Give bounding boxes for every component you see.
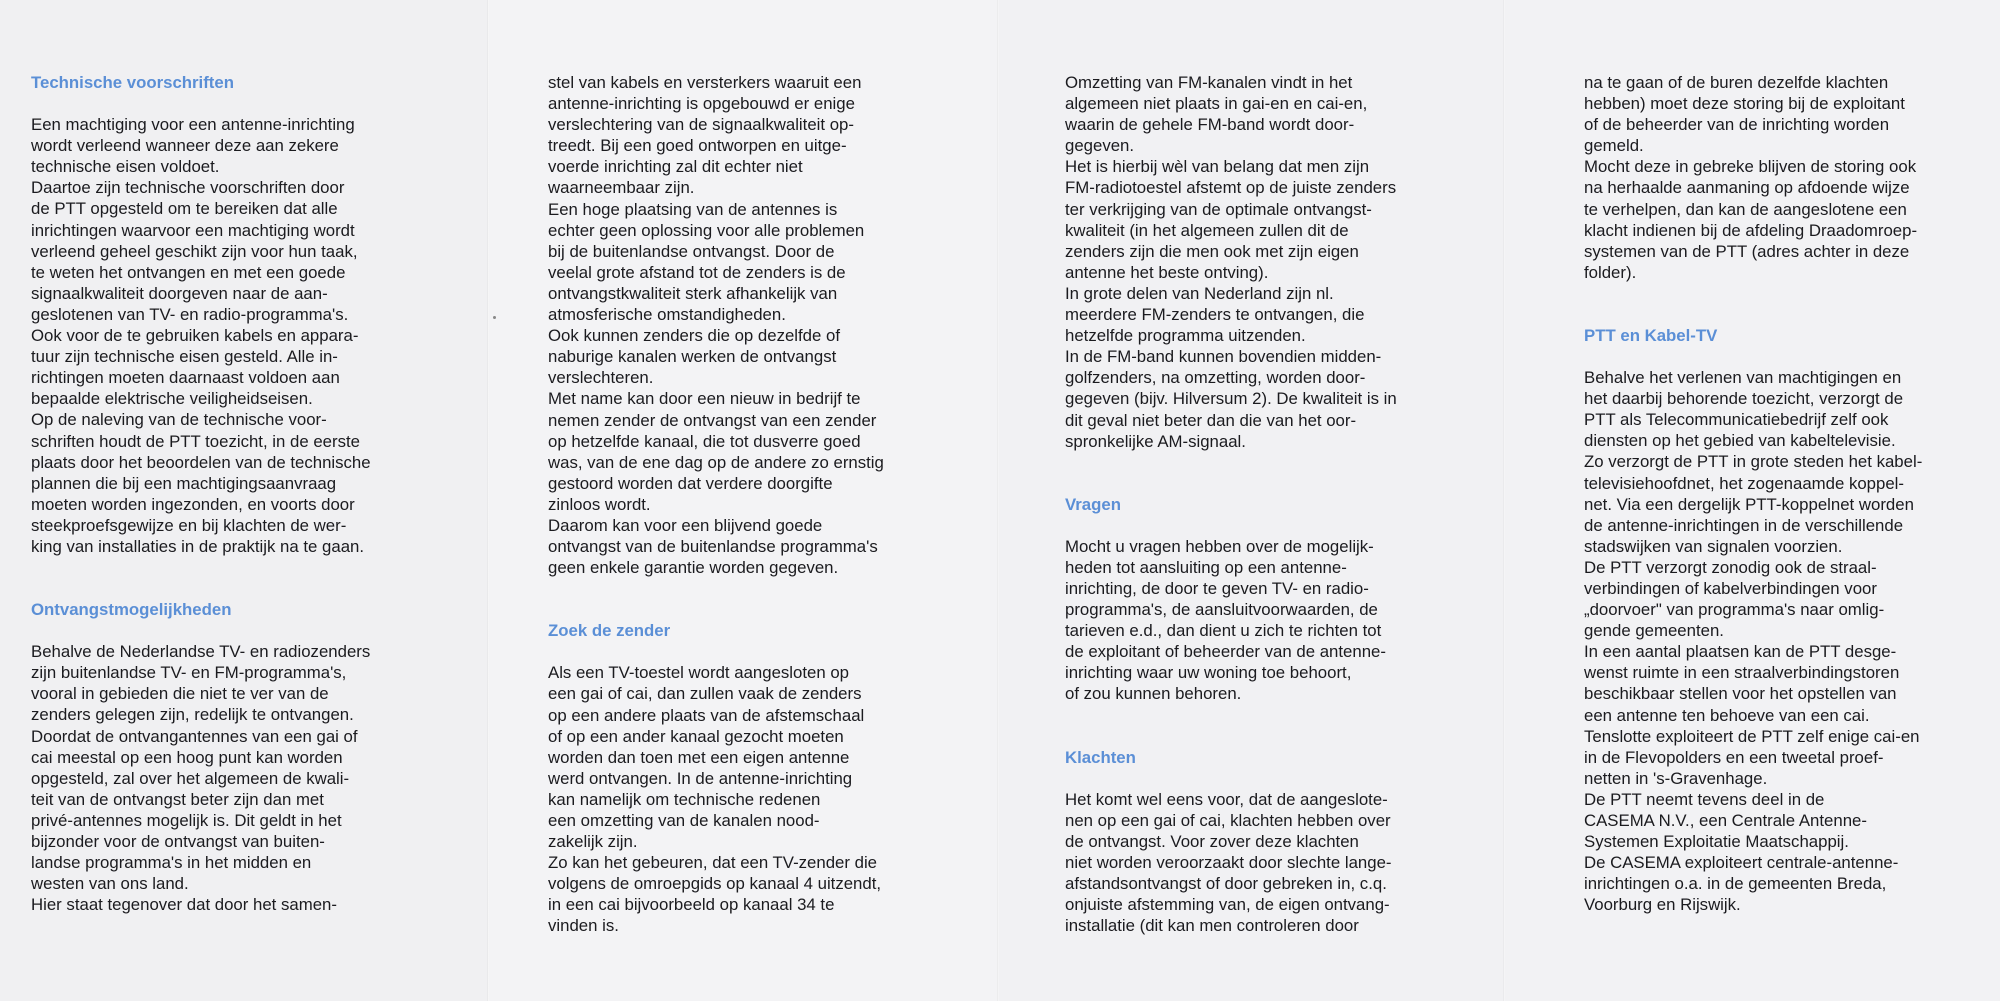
body-zoek-de-zender: Als een TV-toestel wordt aangesloten op een gai of cai, dan zullen vaak de zenders op een andere plaats van de afstemschaal of op een ander kanaal gezocht moeten worden dan toen met een eigen antenne werd ontvangen. In de antenne-inrichting kan namelijk om technische redenen een omzetting van de kanalen nood- zakelijk zijn. Zo kan het gebeuren, dat een TV-zender die volgens de omroepgids op kanaal 4 uitzendt, in een cai bijvoorbeeld op kanaal 34 te vinden is. — [548, 663, 882, 936]
body-ontvangstmogelijkheden: Behalve de Nederlandse TV- en radiozenders zijn buitenlandse TV- en FM-programma's, vooral in gebieden die niet te ver van de zenders gelegen zijn, redelijk te ontvangen. Doordat de ontvangantennes van een gai of cai meestal op een hoog punt kan worden opgesteld, zal over het algemeen de kwali- teit van de ontvangst beter zijn dan met privé-antennes mogelijk is. Dit geldt in het bijzonder voor de ontvangst van buiten- landse programma's in het midden en westen van ons land. Hier staat tegenover dat door het samen- — [31, 642, 371, 915]
heading-vragen: Vragen — [1065, 494, 1121, 514]
heading-klachten: Klachten — [1065, 747, 1136, 767]
fold-line — [487, 0, 489, 1001]
column-2 — [548, 72, 928, 937]
body-klachten: Het komt wel eens voor, dat de aangeslote- nen op een gai of cai, klachten hebben over de ontvangst. Voor zover deze klachten niet worden veroorzaakt door slechte lange- afstandsontvangst of door gebreken in, c.q. onjuiste afstemming van, de eigen ontvang- installatie (dit kan men controleren door — [1065, 789, 1392, 936]
column-3 — [1065, 72, 1445, 936]
fold-line — [997, 0, 999, 1001]
column-1 — [31, 72, 421, 915]
heading-zoek-de-zender: Zoek de zender — [548, 621, 671, 641]
paper-speck — [493, 316, 496, 319]
body-continuation-ontvangst: stel van kabels en versterkers waaruit een antenne-inrichting is opgebouwd er enige verslechtering van de signaalkwaliteit op- treedt. Bij een goed ontworpen en uitge- voerde inrichting zal dit echter niet waarneembaar zijn. Een hoge plaatsing van de antennes is echter geen oplossing voor alle problemen bij de buitenlandse ontvangst. Door de veelal grote afstand tot de zenders is de ontvangstkwaliteit sterk afhankelijk van atmosferische omstandigheden. Ook kunnen zenders die op dezelfde of naburige kanalen werken de ontvangst verslechteren. Met name kan door een nieuw in bedrijf te nemen zender de ontvangst van een zender op hetzelfde kanaal, die tot dusverre goed was, van de ene dag op de andere zo ernstig gestoord worden dat verdere doorgifte zinloos wordt. Daarom kan voor een blijvend goede ontvangst van de buitenlandse programma's geen enkele garantie worden gegeven. — [548, 73, 884, 578]
body-vragen: Mocht u vragen hebben over de mogelijk- heden tot aansluiting op een antenne- inrichting, de door te geven TV- en radio- programma's, de aansluitvoorwaarden, de tarieven e.d., dan dient u zich te richten tot de exploitant of beheerder van de antenne- inrichting waar uw woning toe behoort, of zou kunnen behoren. — [1065, 536, 1386, 704]
fold-line — [1503, 0, 1505, 1001]
body-technische-voorschriften: Een machtiging voor een antenne-inrichting wordt verleend wanneer deze aan zekere technische eisen voldoet. Daartoe zijn technische voorschriften door de PTT opgesteld om te bereiken dat alle inrichtingen waarvoor een machtiging wordt verleend geheel geschikt zijn voor hun taak, te weten het ontvangen en met een goede signaalkwaliteit doorgeven naar de aan- geslotenen van TV- en radio-programma's. Ook voor de te gebruiken kabels en appara- tuur zijn technische eisen gesteld. Alle in- richtingen moeten daarnaast voldoen aan bepaalde elektrische veiligheidseisen. Op de naleving van de technische voor- schriften houdt de PTT toezicht, in de eerste plaats door het beoordelen van de technische plannen die bij een machtigingsaanvraag moeten worden ingezonden, en voorts door steekproefsgewijze en bij klachten de wer- king van installaties in de praktijk na te gaan. — [31, 115, 371, 556]
body-ptt-en-kabel-tv: Behalve het verlenen van machtigingen en het daarbij behorende toezicht, verzorgt de PTT als Telecommunicatiebedrijf zelf ook diensten op het gebied van kabeltelevisie. Zo verzorgt de PTT in grote steden het kabel- televisiehoofdnet, het zogenaamde koppel- net. Via een dergelijk PTT-koppelnet worden de antenne-inrichtingen in de verschillende stadswijken van signalen voorzien. De PTT verzorgt zonodig ook de straal- verbindingen of kabelverbindingen voor „doorvoer" van programma's naar omlig- gende gemeenten. In een aantal plaatsen kan de PTT desge- wenst ruimte in een straalverbindingstoren beschikbaar stellen voor het opstellen van een antenne ten behoeve van een cai. Tenslotte exploiteert de PTT zelf enige cai-en in de Flevopolders en een tweetal proef- netten in 's-Gravenhage. De PTT neemt tevens deel in de CASEMA N.V., een Centrale Antenne- Systemen Exploitatie Maatschappij. De CASEMA exploiteert centrale-antenne- inrichtingen o.a. in de gemeenten Breda, Voorburg en Rijswijk. — [1584, 368, 1923, 915]
body-fm-omzetting: Omzetting van FM-kanalen vindt in het algemeen niet plaats in gai-en en cai-en, waarin de gehele FM-band wordt door- gegeven. Het is hierbij wèl van belang dat men zijn FM-radiotoestel afstemt op de juiste zenders ter verkrijging van de optimale ontvangst- kwaliteit (in het algemeen zullen dit de zenders zijn die men ook met zijn eigen antenne het beste ontving). In grote delen van Nederland zijn nl. meerdere FM-zenders te ontvangen, die hetzelfde programma uitzenden. In de FM-band kunnen bovendien midden- golfzenders, na omzetting, worden door- gegeven (bijv. Hilversum 2). De kwaliteit is in dit geval niet beter dan die van het oor- spronkelijke AM-signaal. — [1065, 73, 1397, 451]
body-klachten-continuation: na te gaan of de buren dezelfde klachten hebben) moet deze storing bij de exploitant of de beheerder van de inrichting worden gemeld. Mocht deze in gebreke blijven de storing ook na herhaalde aanmaning op afdoende wijze te verhelpen, dan kan de aangeslotene een klacht indienen bij de afdeling Draadomroep- systemen van de PTT (adres achter in deze folder). — [1584, 73, 1918, 282]
heading-ontvangstmogelijkheden: Ontvangstmogelijkheden — [31, 600, 232, 620]
heading-ptt-en-kabel-tv: PTT en Kabel-TV — [1584, 325, 1718, 345]
heading-technische-voorschriften: Technische voorschriften — [31, 73, 234, 92]
column-4 — [1584, 72, 1954, 915]
